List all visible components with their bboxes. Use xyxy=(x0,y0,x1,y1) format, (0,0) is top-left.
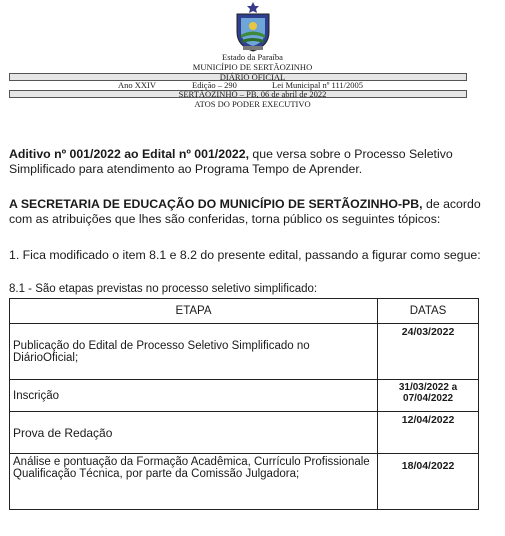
header-datas: DATAS xyxy=(378,299,479,324)
table-row xyxy=(10,412,479,454)
table-row xyxy=(10,454,479,510)
paragraph-aditivo xyxy=(9,147,485,176)
secretaria-bold: A SECRETARIA DE EDUCAÇÃO DO MUNICÍPIO DE SERTÃOZINHO-PB, xyxy=(9,197,423,211)
header-etapa: ETAPA xyxy=(10,299,378,324)
paragraph-secretaria xyxy=(9,197,485,226)
header-year: Ano XXIV xyxy=(118,80,157,90)
header-state: Estado da Paraíba xyxy=(222,52,283,62)
etapa-cell: Prova de Redação xyxy=(10,412,378,454)
paragraph-item-8-1: 8.1 - São etapas previstas no processo seletivo simplificado: xyxy=(9,283,318,295)
aditivo-rest: que versa sobre o Processo Seletivo Simplificado para atendimento ao Programa Tempo de Aprender. xyxy=(9,147,453,176)
paragraph-item-1: 1. Fica modificado o item 8.1 e 8.2 do presente edital, passando a figurar como segue: xyxy=(9,248,481,262)
etapas-table xyxy=(9,298,479,510)
data-cell: 31/03/2022 a 07/04/2022 xyxy=(378,380,479,412)
header-law: Lei Municipal nº 111/2005 xyxy=(272,80,364,90)
table-header-row xyxy=(10,299,479,324)
etapa-cell: Análise e pontuação da Formação Acadêmica, Currículo Profissionale Qualificação Técnica, por parte da Comissão Julgadora; xyxy=(10,454,378,510)
header-edition: Edição – 290 xyxy=(192,80,237,90)
header-place-date: SERTÃOZINHO – PB, 06 de abril de 2022 xyxy=(178,89,327,99)
data-cell: 18/04/2022 xyxy=(378,454,479,510)
municipal-crest-emblem xyxy=(229,2,277,52)
table-row xyxy=(10,380,479,412)
data-cell: 24/03/2022 xyxy=(378,324,479,380)
etapa-cell: Publicação do Edital de Processo Seletivo Simplificado no DiárioOficial; xyxy=(10,324,378,380)
table-row xyxy=(10,324,479,380)
secretaria-rest: de acordo com as atribuições que lhes são conferidas, torna público os seguintes tópicos: xyxy=(9,197,481,226)
header-journal: DIÁRIO OFICIAL xyxy=(219,72,286,82)
etapa-cell: Inscrição xyxy=(10,380,378,412)
data-cell: 12/04/2022 xyxy=(378,412,479,454)
header-section: ATOS DO PODER EXECUTIVO xyxy=(194,99,311,109)
header-municipality: MUNICÍPIO DE SERTÃOZINHO xyxy=(192,62,313,72)
aditivo-bold: Aditivo nº 001/2022 ao Edital nº 001/2022, xyxy=(9,147,249,161)
